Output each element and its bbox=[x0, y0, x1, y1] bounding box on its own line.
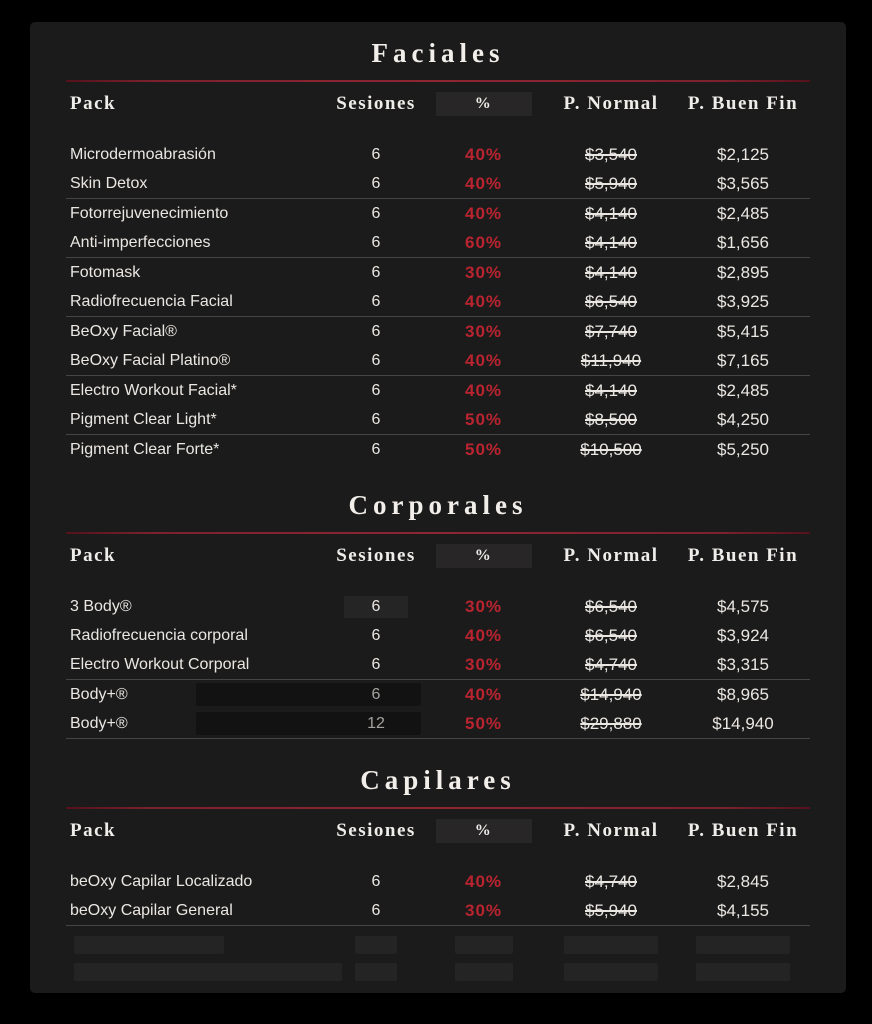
cell-normal: $29,880 bbox=[580, 714, 642, 733]
table-row bbox=[66, 896, 810, 925]
cell-buenfin: $2,485 bbox=[717, 204, 769, 223]
table-row bbox=[66, 709, 810, 738]
cell-normal: $7,740 bbox=[585, 322, 637, 341]
cell-pack: Electro Workout Corporal bbox=[70, 656, 250, 673]
cell-percent: 50% bbox=[464, 714, 503, 733]
section-corporales bbox=[66, 490, 810, 739]
cell-percent: 50% bbox=[464, 440, 503, 459]
cell-sessions: 6 bbox=[371, 234, 381, 251]
section-title-rule bbox=[66, 80, 810, 82]
cell-sessions: 6 bbox=[371, 352, 381, 369]
cell-percent: 40% bbox=[464, 204, 503, 223]
cell-sessions: 6 bbox=[371, 411, 381, 428]
cell-buenfin: $2,125 bbox=[717, 145, 769, 164]
cell-sessions: 6 bbox=[371, 656, 381, 673]
table-row bbox=[66, 592, 810, 621]
redacted-cell-percent bbox=[421, 963, 546, 986]
redacted-cell-percent bbox=[421, 936, 546, 959]
section-title: Faciales bbox=[371, 38, 505, 68]
cell-percent: 40% bbox=[464, 626, 503, 645]
cell-buenfin: $5,415 bbox=[717, 322, 769, 341]
cell-sessions: 6 bbox=[371, 902, 381, 919]
cell-buenfin: $4,155 bbox=[717, 901, 769, 920]
cell-percent: 40% bbox=[464, 872, 503, 891]
cell-normal: $4,140 bbox=[585, 381, 637, 400]
redacted-cell-sessions bbox=[331, 963, 421, 986]
cell-buenfin: $3,315 bbox=[717, 655, 769, 674]
section-title-rule bbox=[66, 807, 810, 809]
redacted-block bbox=[564, 936, 658, 954]
table-body bbox=[66, 592, 810, 739]
table-header-row bbox=[66, 819, 810, 843]
row-divider bbox=[66, 925, 810, 926]
cell-percent: 30% bbox=[464, 655, 503, 674]
cell-sessions: 6 bbox=[371, 175, 381, 192]
cell-pack: Electro Workout Facial* bbox=[70, 382, 237, 399]
cell-percent: 40% bbox=[464, 145, 503, 164]
cell-normal: $4,140 bbox=[585, 263, 637, 282]
redacted-cell-buenfin bbox=[676, 963, 810, 986]
cell-sessions: 6 bbox=[371, 627, 381, 644]
column-header-buenfin: P. Buen Fin bbox=[687, 93, 799, 114]
table-header-row bbox=[66, 544, 810, 568]
cell-normal: $14,940 bbox=[580, 685, 642, 704]
cell-buenfin: $7,165 bbox=[717, 351, 769, 370]
redacted-block bbox=[74, 936, 224, 954]
column-header-sessions: Sesiones bbox=[336, 545, 416, 566]
redacted-cell-pack bbox=[66, 936, 331, 959]
cell-normal: $11,940 bbox=[580, 351, 642, 370]
table-body bbox=[66, 867, 810, 926]
column-header-percent: % bbox=[421, 819, 546, 843]
cell-percent: 60% bbox=[464, 233, 503, 252]
column-header-pack: Pack bbox=[70, 820, 117, 841]
cell-normal: $6,540 bbox=[585, 626, 637, 645]
cell-percent: 40% bbox=[464, 292, 503, 311]
table-row bbox=[66, 140, 810, 169]
table-row bbox=[66, 169, 810, 198]
cell-sessions: 6 bbox=[371, 264, 381, 281]
table-body bbox=[66, 140, 810, 464]
column-header-percent: % bbox=[421, 92, 546, 116]
cell-pack: BeOxy Facial Platino® bbox=[70, 352, 231, 369]
table-row bbox=[66, 650, 810, 679]
cell-normal: $6,540 bbox=[585, 292, 637, 311]
cell-normal: $4,140 bbox=[585, 204, 637, 223]
cell-buenfin: $4,250 bbox=[717, 410, 769, 429]
section-capilares bbox=[66, 765, 810, 988]
redacted-row bbox=[66, 934, 810, 961]
cell-buenfin: $3,925 bbox=[717, 292, 769, 311]
redacted-cell-normal bbox=[546, 963, 676, 986]
cell-pack: Fotorrejuvenecimiento bbox=[70, 205, 229, 222]
section-faciales bbox=[66, 38, 810, 464]
row-divider bbox=[66, 738, 810, 739]
cell-pack: Anti-imperfecciones bbox=[70, 234, 211, 251]
cell-pack: Pigment Clear Forte* bbox=[70, 441, 220, 458]
redacted-block bbox=[564, 963, 658, 981]
cell-percent: 30% bbox=[464, 597, 503, 616]
cell-buenfin: $2,485 bbox=[717, 381, 769, 400]
cell-sessions: 6 bbox=[371, 146, 381, 163]
column-header-buenfin: P. Buen Fin bbox=[687, 545, 799, 566]
cell-normal: $5,940 bbox=[585, 174, 637, 193]
price-list-panel bbox=[30, 22, 846, 993]
section-title: Corporales bbox=[348, 490, 528, 520]
cell-buenfin: $3,924 bbox=[717, 626, 769, 645]
column-header-pack: Pack bbox=[70, 93, 117, 114]
cell-percent: 40% bbox=[464, 174, 503, 193]
cell-percent: 30% bbox=[464, 901, 503, 920]
cell-pack: Radiofrecuencia corporal bbox=[70, 627, 248, 644]
redacted-block bbox=[455, 936, 513, 954]
column-header-sessions: Sesiones bbox=[336, 820, 416, 841]
cell-pack: beOxy Capilar Localizado bbox=[70, 873, 253, 890]
cell-pack: Body+® bbox=[70, 686, 128, 703]
cell-normal: $10,500 bbox=[580, 440, 642, 459]
cell-normal: $6,540 bbox=[585, 597, 637, 616]
cell-pack: BeOxy Facial® bbox=[70, 323, 177, 340]
cell-buenfin: $5,250 bbox=[717, 440, 769, 459]
cell-percent: 40% bbox=[464, 351, 503, 370]
cell-buenfin: $8,965 bbox=[717, 685, 769, 704]
cell-sessions: 6 bbox=[371, 323, 381, 340]
column-header-sessions: Sesiones bbox=[336, 93, 416, 114]
column-header-pack: Pack bbox=[70, 545, 117, 566]
table-row bbox=[66, 317, 810, 346]
table-row bbox=[66, 435, 810, 464]
cell-percent: 40% bbox=[464, 685, 503, 704]
redacted-block bbox=[355, 936, 397, 954]
cell-pack: beOxy Capilar General bbox=[70, 902, 233, 919]
table-row bbox=[66, 680, 810, 709]
cell-buenfin: $14,940 bbox=[712, 714, 774, 733]
table-row bbox=[66, 199, 810, 228]
cell-buenfin: $2,845 bbox=[717, 872, 769, 891]
cell-percent: 40% bbox=[464, 381, 503, 400]
cell-sessions: 12 bbox=[367, 715, 385, 732]
redacted-cell-buenfin bbox=[676, 936, 810, 959]
cell-normal: $4,740 bbox=[585, 655, 637, 674]
cell-sessions: 6 bbox=[331, 592, 421, 621]
table-row bbox=[66, 376, 810, 405]
column-header-percent: % bbox=[421, 544, 546, 568]
cell-pack: Microdermoabrasión bbox=[70, 146, 216, 163]
column-header-buenfin: P. Buen Fin bbox=[687, 820, 799, 841]
table-row bbox=[66, 867, 810, 896]
table-row bbox=[66, 287, 810, 316]
cell-percent: 50% bbox=[464, 410, 503, 429]
column-header-normal: P. Normal bbox=[563, 820, 659, 841]
cell-sessions: 6 bbox=[371, 293, 381, 310]
redacted-block bbox=[455, 963, 513, 981]
table-row bbox=[66, 346, 810, 375]
cell-normal: $4,140 bbox=[585, 233, 637, 252]
table-row bbox=[66, 405, 810, 434]
cell-buenfin: $3,565 bbox=[717, 174, 769, 193]
table-row bbox=[66, 228, 810, 257]
cell-sessions: 6 bbox=[371, 382, 381, 399]
redacted-block bbox=[696, 936, 790, 954]
cell-buenfin: $1,656 bbox=[717, 233, 769, 252]
cell-sessions: 6 bbox=[371, 873, 381, 890]
cell-normal: $8,500 bbox=[585, 410, 637, 429]
cell-pack: Fotomask bbox=[70, 264, 141, 281]
table-row bbox=[66, 621, 810, 650]
cell-normal: $4,740 bbox=[585, 872, 637, 891]
cell-normal: $5,940 bbox=[585, 901, 637, 920]
redacted-block bbox=[74, 963, 342, 981]
column-header-normal: P. Normal bbox=[563, 93, 659, 114]
cell-pack: Pigment Clear Light* bbox=[70, 411, 217, 428]
cell-sessions: 6 bbox=[371, 686, 381, 703]
section-title-rule bbox=[66, 532, 810, 534]
table-header-row bbox=[66, 92, 810, 116]
redacted-cell-sessions bbox=[331, 936, 421, 959]
cell-pack: Radiofrecuencia Facial bbox=[70, 293, 233, 310]
redacted-block bbox=[355, 963, 397, 981]
cell-percent: 30% bbox=[464, 322, 503, 341]
cell-pack: 3 Body® bbox=[70, 598, 132, 615]
section-title: Capilares bbox=[360, 765, 516, 795]
cell-pack: Body+® bbox=[70, 715, 128, 732]
redacted-cell-pack bbox=[66, 963, 331, 986]
cell-pack: Skin Detox bbox=[70, 175, 148, 192]
cell-buenfin: $4,575 bbox=[717, 597, 769, 616]
redacted-rows-area bbox=[66, 934, 810, 988]
redacted-block bbox=[696, 963, 790, 981]
redacted-row bbox=[66, 961, 810, 988]
cell-percent: 30% bbox=[464, 263, 503, 282]
redacted-cell-normal bbox=[546, 936, 676, 959]
cell-sessions: 6 bbox=[371, 441, 381, 458]
cell-sessions: 6 bbox=[371, 205, 381, 222]
table-row bbox=[66, 258, 810, 287]
cell-normal: $3,540 bbox=[585, 145, 637, 164]
column-header-normal: P. Normal bbox=[563, 545, 659, 566]
cell-buenfin: $2,895 bbox=[717, 263, 769, 282]
